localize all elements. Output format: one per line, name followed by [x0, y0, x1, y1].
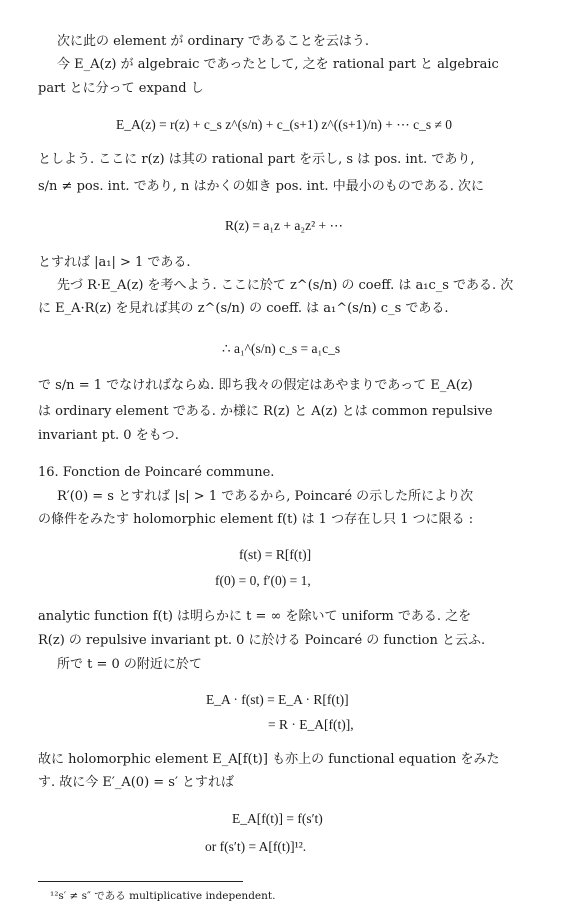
equation-ea-ft: E_A[f(t)] = f(s′t) — [232, 811, 323, 826]
equation-ea-f-cont: = R · E_A[f(t)], — [268, 717, 354, 732]
text-line: に E_A·R(z) を見れば其の z^(s/n) の coeff. は a₁^(s/n) c_s である. — [38, 301, 449, 316]
text-line: R′(0) = s とすれば |s| > 1 であるから, Poincaré の示した所により次 — [57, 489, 474, 504]
text-line: R(z) の repulsive invariant pt. 0 に於ける Poincaré の function と云ふ. — [38, 633, 486, 648]
section-heading: 16. Fonction de Poincaré commune. — [38, 465, 275, 480]
text-line: 故に holomorphic element E_A[f(t)] も亦上の functional equation をみた — [38, 752, 500, 767]
text-line: とすれば |a₁| > 1 である. — [38, 255, 191, 270]
text-line: の條件をみたす holomorphic element f(t) は 1 つ存在し只 1 つに限る : — [38, 512, 474, 527]
text-line: 先づ R·E_A(z) を考へよう. ここに於て z^(s/n) の coeff. は a₁c_s である. 次 — [57, 278, 514, 293]
text-line: 今 E_A(z) が algebraic であったとして, 之を rational part と algebraic — [57, 57, 499, 72]
text-line: としよう. ここに r(z) は其の rational part を示し, s は pos. int. であり, — [38, 152, 475, 167]
text-line: で s/n = 1 でなければならぬ. 即ち我々の假定はあやまりであって E_A(z) — [38, 378, 473, 393]
equation-a-ft: or f(s′t) = A[f(t)]¹². — [205, 839, 307, 854]
equation-initial: f(0) = 0, f′(0) = 1, — [215, 573, 311, 588]
equation-r-series: R(z) = a₁z + a₂z² + ⋯ — [224, 218, 343, 233]
text-line: 次に此の element が ordinary であることを云はう. — [57, 34, 370, 49]
equation-functional: f(st) = R[f(t)] — [239, 547, 312, 562]
text-line: invariant pt. 0 をもつ. — [38, 428, 179, 443]
equation-coeff: ∴ a₁^(s/n) c_s = a₁c_s — [222, 341, 341, 356]
text-line: す. 故に今 E′_A(0) = s′ とすれば — [38, 775, 235, 790]
text-line: は ordinary element である. か様に R(z) と A(z) とは common repulsive — [38, 404, 493, 419]
equation-ea-expansion: E_A(z) = r(z) + c_s z^(s/n) + c_(s+1) z^((s+1)/n) + ⋯ c_s ≠ 0 — [115, 117, 453, 132]
footnote: ¹²s′ ≠ s″ である multiplicative independent. — [50, 890, 276, 902]
text-line: analytic function f(t) は明らかに t = ∞ を除いて uniform である. 之を — [38, 609, 472, 624]
text-line: s/n ≠ pos. int. であり, n はかくの如き pos. int. 中最小のものである. 次に — [38, 179, 484, 194]
equation-ea-f: E_A · f(st) = E_A · R[f(t)] — [206, 692, 349, 707]
footnote-rule — [38, 881, 243, 882]
text-line: part とに分って expand し — [38, 81, 204, 96]
text-line: 所で t = 0 の附近に於て — [57, 657, 202, 672]
